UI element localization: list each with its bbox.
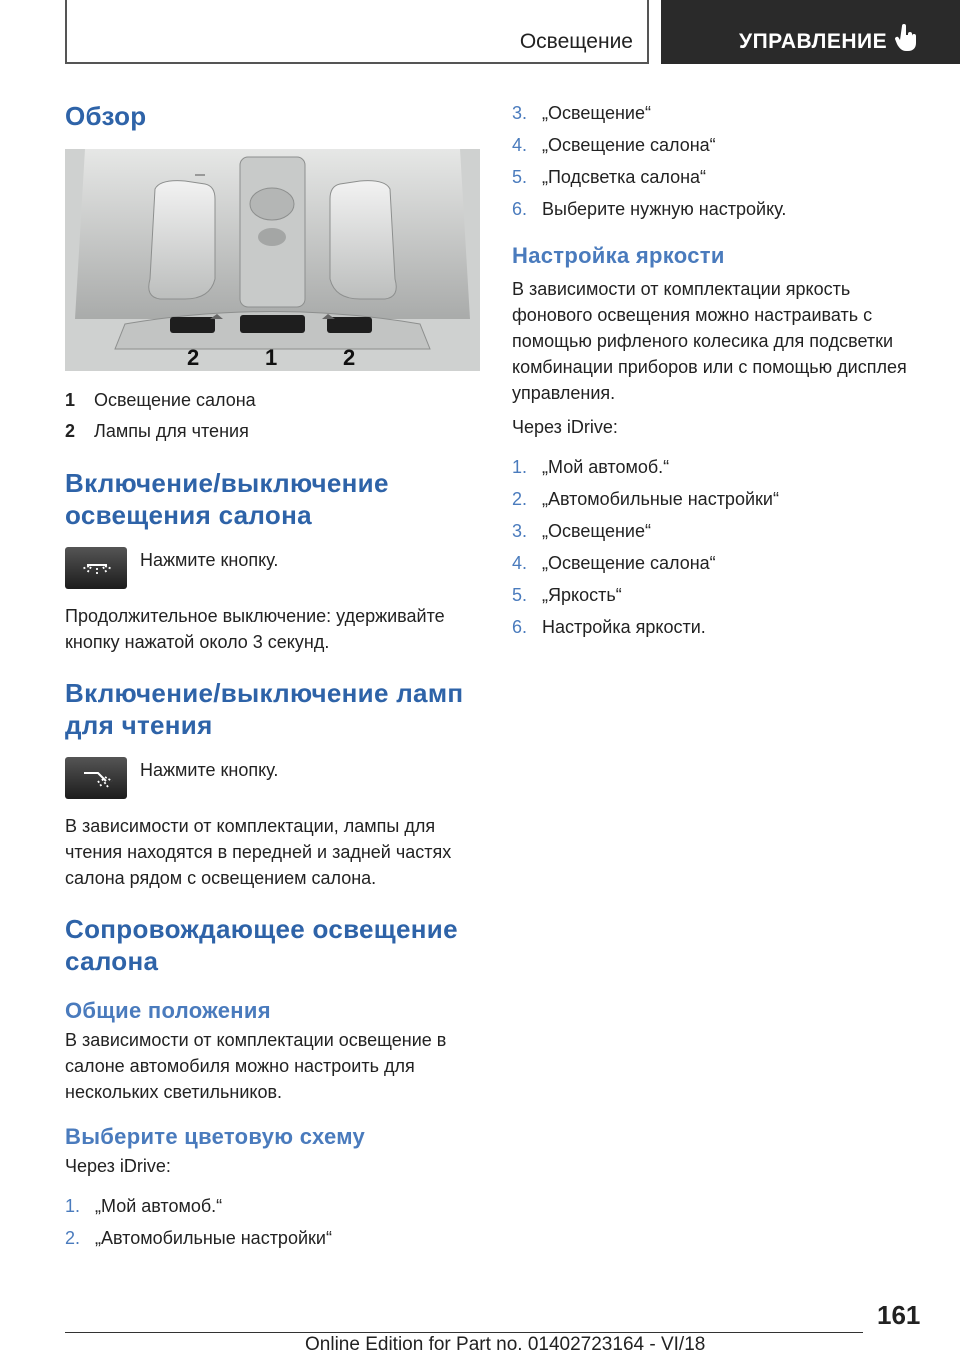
long-press-text: Продолжительное выключение: удерживайте кнопку нажатой около 3 секунд. xyxy=(65,606,445,652)
step-number: 4. xyxy=(512,135,528,155)
list-item xyxy=(512,132,912,158)
header-section-title: Освещение xyxy=(519,30,633,53)
step-number: 2. xyxy=(65,1228,81,1248)
step-text: „Яркость“ xyxy=(542,585,622,605)
step-number: 4. xyxy=(512,553,528,573)
footer-edition: Online Edition for Part no. 01402723164 - VI/18 xyxy=(305,1334,706,1355)
photo-legend xyxy=(65,385,480,447)
legend-text: Лампы для чтения xyxy=(94,421,249,441)
left-column xyxy=(65,100,480,1257)
general-text: В зависимости от комплектации освещение в салоне автомобиля можно настроить для нескольких светильников. xyxy=(65,1030,447,1102)
photo-label-2-right: 2 xyxy=(343,345,356,370)
ambient-light-heading: Сопровождающее освещение салона xyxy=(65,914,458,976)
pointing-hand-icon xyxy=(895,24,917,52)
step-number: 5. xyxy=(512,167,528,187)
list-item xyxy=(512,164,912,190)
press-button-text: Нажмите кнопку. xyxy=(140,550,279,570)
brightness-heading: Настройка яркости xyxy=(512,243,725,268)
list-item xyxy=(65,1193,480,1219)
step-text: Выберите нужную настройку. xyxy=(542,199,787,219)
step-number: 1. xyxy=(512,457,528,477)
legend-text: Освещение салона xyxy=(94,390,256,410)
via-idrive-text: Через iDrive: xyxy=(65,1156,171,1176)
legend-item xyxy=(65,416,480,447)
footer-divider xyxy=(65,1332,863,1333)
color-steps-list xyxy=(65,1193,480,1251)
step-text: „Автомобильные настройки“ xyxy=(95,1228,332,1248)
step-text: „Освещение“ xyxy=(542,103,651,123)
color-scheme-heading: Выберите цветовую схему xyxy=(65,1124,366,1149)
list-item xyxy=(512,454,912,480)
page-number: 161 xyxy=(877,1300,921,1330)
step-text: „Подсветка салона“ xyxy=(542,167,707,187)
list-item xyxy=(512,550,912,576)
header-section-tab xyxy=(65,0,649,64)
reading-light-instruction xyxy=(65,757,480,799)
reading-light-button-icon xyxy=(65,757,127,799)
step-text: „Мой автомоб.“ xyxy=(95,1196,223,1216)
legend-item xyxy=(65,385,480,416)
interior-light-heading: Включение/выключение освещения салона xyxy=(65,468,389,530)
press-button-text: Нажмите кнопку. xyxy=(140,760,279,780)
color-steps-continued-list xyxy=(512,100,912,222)
list-item xyxy=(512,100,912,126)
interior-light-button-icon xyxy=(65,547,127,589)
overhead-console-photo xyxy=(65,149,480,371)
list-item xyxy=(512,614,912,640)
step-number: 3. xyxy=(512,103,528,123)
list-item xyxy=(512,582,912,608)
header-chapter-title: УПРАВЛЕНИЕ xyxy=(739,30,888,53)
step-number: 6. xyxy=(512,199,528,219)
interior-light-instruction xyxy=(65,547,480,589)
header-chapter-tab xyxy=(661,0,960,64)
step-text: „Мой автомоб.“ xyxy=(542,457,670,477)
step-number: 6. xyxy=(512,617,528,637)
legend-number: 1 xyxy=(65,390,76,410)
step-number: 3. xyxy=(512,521,528,541)
right-column xyxy=(512,100,912,646)
general-heading: Общие положения xyxy=(65,998,271,1023)
step-number: 2. xyxy=(512,489,528,509)
reading-lights-text: В зависимости от комплектации, лампы для чтения находятся в передней и задней частях салона рядом с освещением салона. xyxy=(65,816,452,888)
step-text: Настройка яркости. xyxy=(542,617,706,637)
brightness-steps-list xyxy=(512,454,912,640)
step-text: „Автомобильные настройки“ xyxy=(542,489,779,509)
step-text: „Освещение салона“ xyxy=(542,553,716,573)
list-item xyxy=(512,196,912,222)
step-text: „Освещение салона“ xyxy=(542,135,716,155)
photo-label-1: 1 xyxy=(265,345,278,370)
overview-heading: Обзор xyxy=(65,101,147,131)
brightness-text: В зависимости от комплектации яркость фонового освещения можно настраивать с помощью рифленого колесика для подсветки комбинации приборов или с помощью дисплея управления. xyxy=(512,279,907,403)
legend-number: 2 xyxy=(65,421,76,441)
photo-label-2-left: 2 xyxy=(187,345,200,370)
reading-lights-heading: Включение/выключение ламп для чтения xyxy=(65,678,464,740)
step-number: 1. xyxy=(65,1196,81,1216)
list-item xyxy=(512,518,912,544)
step-number: 5. xyxy=(512,585,528,605)
step-text: „Освещение“ xyxy=(542,521,651,541)
list-item xyxy=(512,486,912,512)
via-idrive-text: Через iDrive: xyxy=(512,417,618,437)
list-item xyxy=(65,1225,480,1251)
